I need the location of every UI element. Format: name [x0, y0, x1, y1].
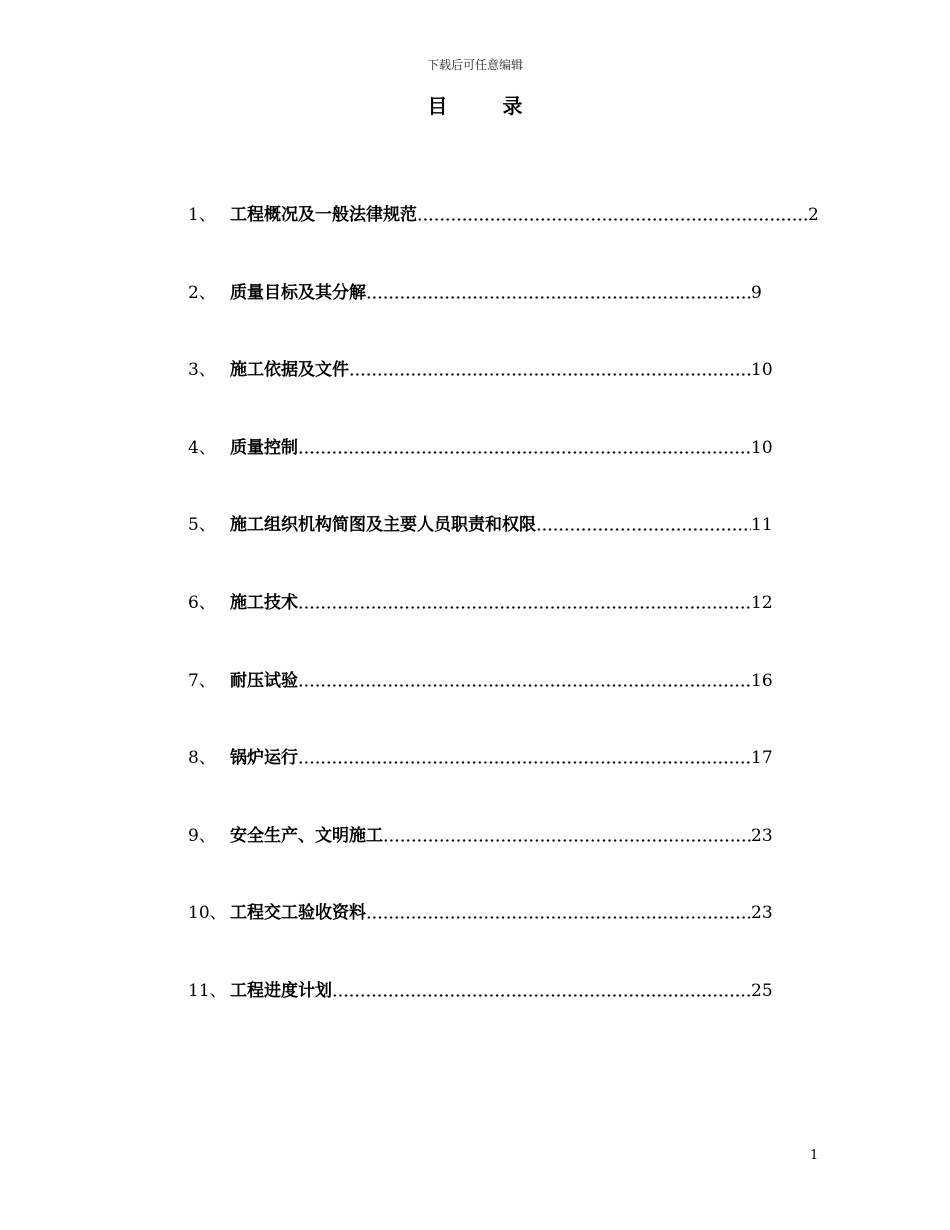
- toc-entry-label: 工程概况及一般法律规范: [230, 205, 417, 225]
- toc-entry-label: 施工组织机构简图及主要人员职责和权限: [230, 515, 536, 536]
- toc-entry-number: 2、: [188, 282, 216, 303]
- page-number: 1: [810, 1148, 819, 1163]
- toc-entry-number: 3、: [188, 360, 216, 381]
- toc-entry[interactable]: [188, 901, 848, 979]
- toc-entry-label: 质量目标及其分解: [230, 282, 366, 303]
- toc-entry-label: 工程进度计划: [230, 980, 332, 1001]
- toc-leader-dots: [298, 746, 751, 770]
- toc-entry[interactable]: [188, 358, 848, 436]
- toc-leader-dots: [298, 591, 751, 615]
- toc-entry[interactable]: [188, 979, 848, 1057]
- table-of-contents: [188, 203, 848, 1057]
- toc-entry-number: 11、: [188, 980, 227, 1001]
- toc-entry-page: 9: [751, 282, 762, 303]
- toc-leader-dots: [366, 901, 751, 925]
- toc-entry-label: 锅炉运行: [230, 748, 298, 769]
- toc-entry[interactable]: [188, 281, 848, 359]
- toc-entry-page: 11: [751, 515, 773, 536]
- toc-entry-page: 10: [751, 437, 773, 458]
- toc-entry-number: 6、: [188, 592, 216, 613]
- toc-entry-page: 23: [751, 903, 773, 924]
- page-title: 目 录: [427, 94, 547, 118]
- toc-entry[interactable]: [188, 513, 848, 591]
- toc-entry-page: 17: [751, 748, 773, 769]
- toc-entry-number: 10、: [188, 903, 227, 924]
- toc-entry[interactable]: [188, 591, 848, 669]
- toc-entry[interactable]: [188, 203, 848, 281]
- toc-entry[interactable]: [188, 824, 848, 902]
- toc-entry-label: 安全生产、文明施工: [230, 825, 383, 846]
- toc-entry-page: 25: [751, 980, 773, 1001]
- toc-entry-label: 施工依据及文件: [230, 360, 349, 381]
- toc-entry-number: 9、: [188, 825, 216, 846]
- toc-leader-dots: [417, 203, 808, 227]
- header-note: 下载后可任意编辑: [426, 58, 523, 72]
- toc-entry[interactable]: [188, 746, 848, 824]
- toc-entry-number: 8、: [188, 748, 216, 769]
- toc-entry[interactable]: [188, 669, 848, 747]
- toc-entry-page: 23: [751, 825, 773, 846]
- toc-entry-page: 10: [751, 360, 773, 381]
- toc-leader-dots: [366, 281, 751, 305]
- toc-entry-number: 4、: [188, 437, 216, 458]
- toc-leader-dots: [332, 979, 751, 1003]
- toc-leader-dots: [349, 358, 751, 382]
- toc-entry-label: 工程交工验收资料: [230, 903, 366, 924]
- toc-entry[interactable]: [188, 436, 848, 514]
- toc-entry-label: 耐压试验: [230, 670, 298, 691]
- toc-entry-page: 2: [808, 205, 819, 225]
- toc-leader-dots: [298, 669, 751, 693]
- toc-entry-label: 施工技术: [230, 592, 298, 613]
- toc-leader-dots: [536, 513, 751, 537]
- toc-entry-page: 12: [751, 592, 773, 613]
- toc-entry-number: 5、: [188, 515, 216, 536]
- toc-entry-page: 16: [751, 670, 773, 691]
- toc-entry-label: 质量控制: [230, 437, 298, 458]
- toc-leader-dots: [298, 436, 751, 460]
- toc-leader-dots: [383, 824, 751, 848]
- toc-entry-number: 7、: [188, 670, 216, 691]
- toc-entry-number: 1、: [188, 205, 216, 225]
